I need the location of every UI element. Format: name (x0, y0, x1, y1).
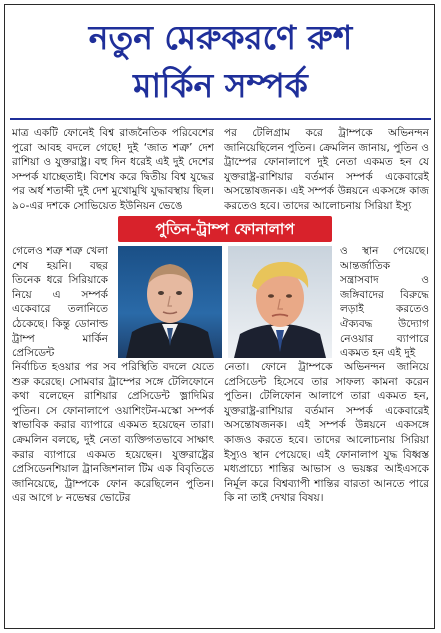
paragraph-right-bottom: নেতা। ফোনে ট্রাম্পকে অভিনন্দন জানিয়ে প্রেসিডেন্ট হিসেবে তার সাফল্য কামনা করেন পুতিন। টেলিফোন আলাপে তারা একমত হন, যুক্তরাষ্ট্র-রাশিয়ার বর্তমান সম্পর্ক একেবারেই অসন্তোষজনক। এই সম্পর্ক উন্নয়নে একসঙ্গে কাজও করতে হবে। তাদের আলোচনায় সিরিয়া ইস্যুও স্থান পেয়েছে। এই ফোনালাপ যুদ্ধ বিধ্বস্ত মধ্যপ্রাচ্যে শান্তির আভাস ও ভয়ঙ্কর আইএসকে নির্মূল করে বিশ্বব্যাপী শান্তির বারতা আনতে পারে কি না তাই দেখার বিষয়। (224, 361, 429, 505)
headline-divider (10, 118, 431, 120)
body-text-right-bottom (224, 360, 429, 622)
body-text-right-mid (340, 244, 429, 360)
headline-line-1: নতুন মেরুকরণে রুশ (88, 18, 353, 57)
putin-portrait-image (118, 246, 222, 358)
trump-portrait-image (228, 246, 332, 358)
headline (8, 14, 433, 112)
paragraph-right-top: পর টেলিগ্রাম করে ট্রাম্পকে অভিনন্দন জানিয়েছিলেন পুতিন। ক্রেমলিন জানায়, পুতিন ও ট্রাম্পের ফোনালাপে দুই নেতা একমত হন যে যুক্তরাষ্ট্র-রাশিয়ার বর্তমান সম্পর্ক একেবারেই অসন্তোষজনক। এই সম্পর্ক উন্নয়নে একসঙ্গে কাজ করতেও হবে। তাদের আলোচনায় সিরিয়া ইস্যু (224, 127, 429, 212)
photo-caption-banner: পুতিন-ট্রাম্প ফোনালাপ (118, 216, 332, 242)
headline-line-2: মার্কিন সম্পর্ক (133, 66, 308, 105)
putin-portrait-illustration (118, 246, 222, 358)
paragraph-left-mid: গেলেও শত্রু শত্রু খেলা শেষ হয়নি। বছর তিনেক ধরে সিরিয়াকে নিয়ে এ সম্পর্ক একেবারে তলানিতে ঠেকেছে। কিন্তু ডোনাল্ড ট্রাম্প মার্কিন প্রেসিডেন্ট (12, 245, 108, 360)
body-text-left-mid (12, 244, 108, 360)
body-text-left-bottom (12, 360, 214, 622)
trump-portrait-illustration (228, 246, 332, 358)
paragraph-left-top: মাত্র একটি ফোনেই বিশ্ব রাজনৈতিক পরিবেশের পুরো আবহ বদলে গেছে! দুই ‘জাত শত্রু’ দেশ রাশিয়া ও যুক্তরাষ্ট্র। বহু দিন ধরেই এই দুই দেশের সম্পর্ক যাচ্ছেতাই। বিশেষ করে দ্বিতীয় বিশ্ব যুদ্ধের পর অর্ধ শতাব্দী দুই দেশ মুখোমুখি যুদ্ধাবস্থায় ছিল। ৯০-এর দশকে সোভিয়েত ইউনিয়ন ভেঙে (12, 127, 214, 212)
paragraph-right-mid: ও স্থান পেয়েছে। আন্তর্জাতিক সন্ত্রাসবাদ ও জঙ্গিবাদের বিরুদ্ধে লড়াই করতেও ঐক্যবদ্ধ উদ্যোগ নেওয়ার ব্যাপারে একমত হন এই দুই (340, 245, 429, 360)
paragraph-left-bottom: নির্বাচিত হওয়ার পর সব পরিস্থিতি বদলে যেতে শুরু করেছে। সোমবার ট্রাম্পের সঙ্গে টেলিফোনে কথা বলেছেন রাশিয়ার প্রেসিডেন্ট ভ্লাদিমির পুতিন। সে ফোনালাপে ওয়াশিংটন-মস্কো সম্পর্ক স্বাভাবিক করার ব্যাপারে একমত হয়েছেন তারা। ক্রেমলিন বলছে, দুই নেতা ব্যক্তিগতভাবে সাক্ষাৎ করার ব্যাপারে একমত হয়েছেন। যুক্তরাষ্ট্রের প্রেসিডেনশিয়াল ট্রানজিশনাল টিম এক বিবৃতিতে জানিয়েছে, ট্রাম্পকে ফোন করেছিলেন পুতিন। এর আগে ৮ নভেম্বর ভোটের (12, 361, 214, 505)
